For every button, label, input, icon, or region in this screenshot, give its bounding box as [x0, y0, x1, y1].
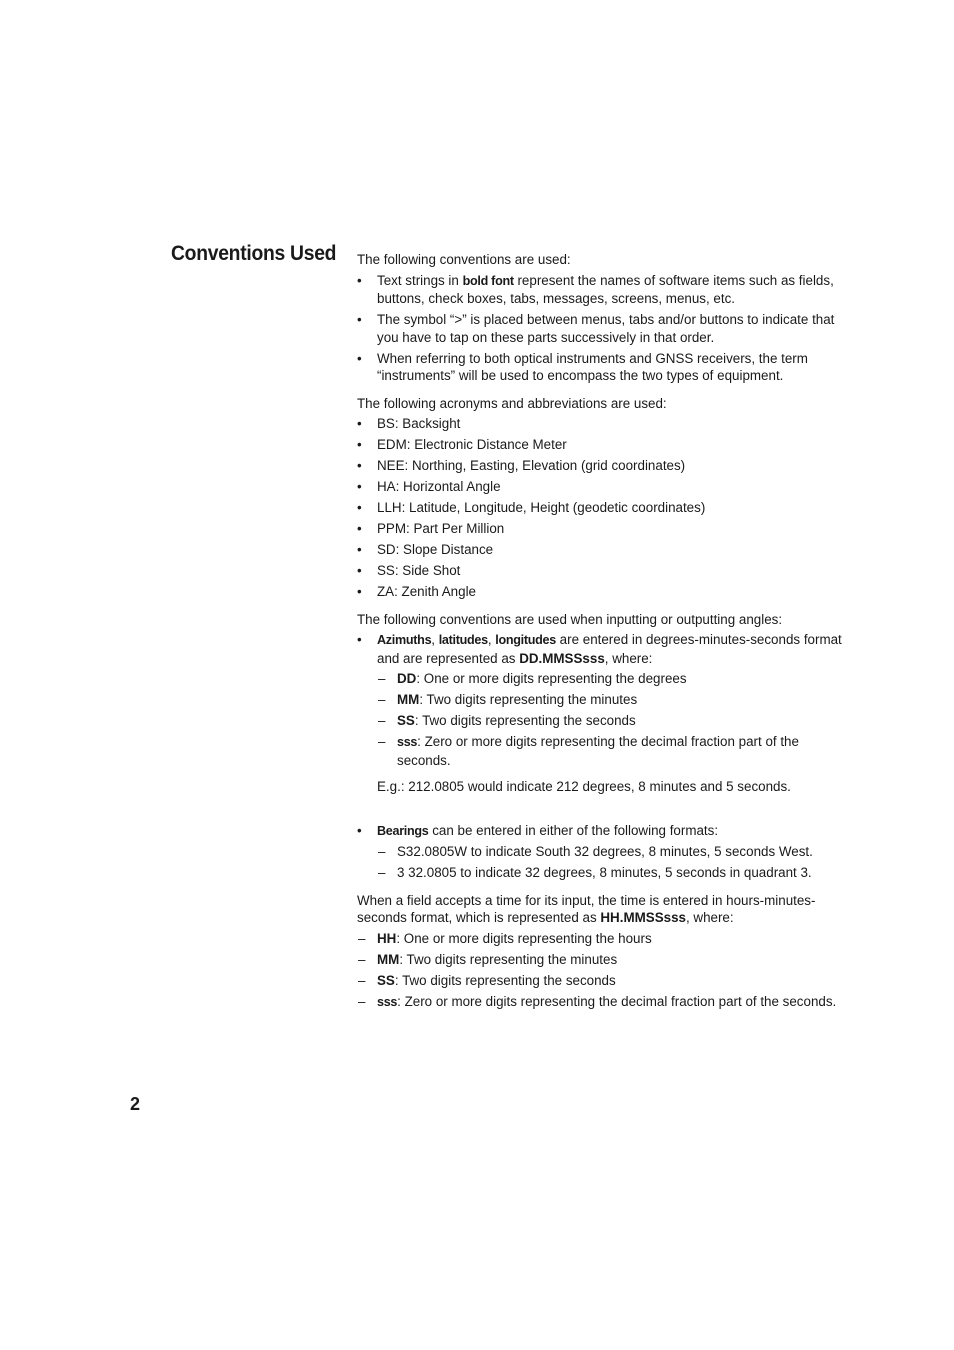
list-item: – HH: One or more digits representing the hours: [357, 930, 847, 948]
conventions-intro: The following conventions are used:: [357, 252, 571, 267]
list-item: – SS: Two digits representing the seconds: [377, 712, 847, 730]
list-item: – sss: Zero or more digits representing the decimal fraction part of the seconds.: [377, 733, 847, 769]
list-item: – MM: Two digits representing the minutes: [377, 691, 847, 709]
section-body: [357, 251, 847, 1015]
list-item: • BS: Backsight: [357, 415, 847, 433]
list-item: – sss: Zero or more digits representing the decimal fraction part of the seconds.: [357, 993, 847, 1012]
list-item: • The symbol “>” is placed between menus, tabs and/or buttons to indicate that you have to tap on these parts successively in that order.: [357, 311, 847, 346]
list-item: – 3 32.0805 to indicate 32 degrees, 8 minutes, 5 seconds in quadrant 3.: [377, 864, 847, 882]
acronyms-intro: The following acronyms and abbreviations are used:: [357, 395, 667, 411]
list-item: • SS: Side Shot: [357, 562, 847, 580]
list-item: • Text strings in bold font represent the names of software items such as fields, buttons, check boxes, tabs, messages, screens, menus, etc.: [357, 272, 847, 308]
time-format-list: [357, 930, 847, 1012]
list-item: – S32.0805W to indicate South 32 degrees, 8 minutes, 5 seconds West.: [377, 843, 847, 861]
list-item: • PPM: Part Per Million: [357, 520, 847, 538]
list-item: – DD: One or more digits representing the degrees: [377, 670, 847, 688]
angles-list: [357, 631, 847, 882]
page-number: 2: [130, 1094, 141, 1114]
bold-font-sample: bold font: [462, 273, 514, 288]
list-item-azimuths: • Azimuths, latitudes, longitudes are entered in degrees-minutes-seconds format and are represented as DD.MMSSsss, where: – DD: One or more digits representing the degrees – MM: Two digits representing the minutes – SS: Two digits representing the seconds – sss: Zero or more digits representing the decimal fraction part of the seconds. E.g.: 212.0805 would indicate 212 degrees, 8 minutes and 5 seconds.: [357, 631, 847, 796]
angles-intro: The following conventions are used when inputting or outputting angles:: [357, 611, 783, 627]
list-item: • LLH: Latitude, Longitude, Height (geodetic coordinates): [357, 499, 847, 517]
list-item: • HA: Horizontal Angle: [357, 478, 847, 496]
list-item: • ZA: Zenith Angle: [357, 583, 847, 601]
bearings-format-list: [377, 843, 847, 882]
acronyms-list: [357, 415, 847, 601]
time-intro: When a field accepts a time for its input, the time is entered in hours-minutes-seconds format, which is represented as HH.MMSSsss, where:: [357, 892, 816, 925]
azimuth-format-list: [377, 670, 847, 769]
list-item: • NEE: Northing, Easting, Elevation (grid coordinates): [357, 457, 847, 475]
list-item: • When referring to both optical instruments and GNSS receivers, the term “instruments” will be used to encompass the two types of equipment.: [357, 350, 847, 385]
list-item: • SD: Slope Distance: [357, 541, 847, 559]
list-item: – MM: Two digits representing the minutes: [357, 951, 847, 969]
list-item-bearings: • Bearings can be entered in either of the following formats: – S32.0805W to indicate South 32 degrees, 8 minutes, 5 seconds West. – 3 32.0805 to indicate 32 degrees, 8 minutes, 5 seconds in quadrant 3.: [357, 822, 847, 882]
list-item: – SS: Two digits representing the seconds: [357, 972, 847, 990]
example-text: E.g.: 212.0805 would indicate 212 degrees, 8 minutes and 5 seconds.: [377, 779, 791, 794]
section-title: Conventions Used: [171, 242, 337, 265]
conventions-list: [357, 272, 847, 385]
list-item: • EDM: Electronic Distance Meter: [357, 436, 847, 454]
